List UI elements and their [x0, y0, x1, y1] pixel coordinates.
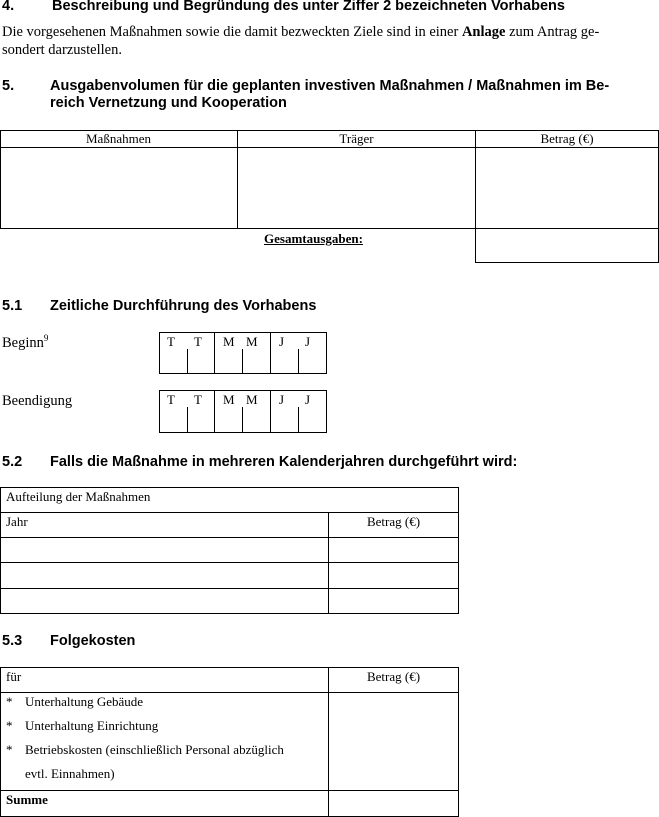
begin-label-text: Beginn	[2, 335, 44, 351]
begin-month-letter-1: M	[223, 334, 235, 349]
annual-split-caption: Aufteilung der Maßnahmen	[6, 489, 151, 504]
section-5-2-number: 5.2	[2, 454, 23, 470]
section-5-title-line2: reich Vernetzung und Kooperation	[50, 95, 287, 111]
begin-day-letter-2: T	[194, 334, 202, 349]
cell-betrag-input[interactable]	[476, 148, 658, 228]
col-header-jahr: Jahr	[6, 514, 28, 529]
begin-month-letter-2: M	[246, 334, 258, 349]
sum-amount-input[interactable]	[329, 791, 458, 816]
section-4-paragraph-line2: sondert darzustellen.	[2, 42, 122, 58]
item-unterhaltung-gebaeude: Unterhaltung Gebäude	[25, 694, 144, 709]
total-expenses-label: Gesamtausgaben:	[264, 231, 363, 246]
end-day-letter-1: T	[167, 392, 175, 407]
item-betriebskosten-continuation: evtl. Einnahmen)	[25, 766, 115, 781]
amount-input-row-1[interactable]	[329, 538, 458, 562]
paragraph-bold-anlage: Anlage	[461, 24, 506, 40]
begin-year-letter-2: J	[305, 334, 311, 349]
total-expenses-input[interactable]	[476, 229, 658, 262]
section-5-3-title: Folgekosten	[50, 633, 136, 649]
section-5-1-title: Zeitliche Durchführung des Vorhabens	[50, 298, 317, 314]
paragraph-text: zum Antrag ge-	[505, 24, 600, 40]
col-header-massnahmen: Maßnahmen	[86, 131, 151, 146]
section-4-number: 4.	[2, 0, 15, 14]
col-header-betrag: Betrag (€)	[366, 669, 421, 684]
year-input-row-2[interactable]	[1, 563, 328, 588]
item-betriebskosten: Betriebskosten (einschließlich Personal abzüglich	[25, 742, 284, 757]
section-5-number: 5.	[2, 78, 15, 94]
end-day-letter-2: T	[194, 392, 202, 407]
year-input-row-3[interactable]	[1, 589, 328, 613]
sum-label: Summe	[6, 792, 48, 807]
year-input-row-1[interactable]	[1, 538, 328, 562]
end-month-letter-1: M	[223, 392, 235, 407]
cell-traeger-input[interactable]	[238, 148, 475, 228]
begin-day-letter-1: T	[167, 334, 175, 349]
col-header-betrag: Betrag (€)	[540, 131, 594, 146]
paragraph-text: Die vorgesehenen Maßnahmen sowie die damit bezweckten Ziele sind in einer	[2, 24, 462, 40]
col-header-traeger: Träger	[339, 131, 374, 146]
end-label: Beendigung	[2, 393, 73, 409]
item-unterhaltung-einrichtung: Unterhaltung Einrichtung	[25, 718, 159, 733]
bullet-icon: *	[6, 694, 13, 709]
section-5-1-number: 5.1	[2, 298, 23, 314]
end-month-letter-2: M	[246, 392, 258, 407]
amount-input-row-3[interactable]	[329, 589, 458, 613]
col-header-fuer: für	[6, 669, 22, 684]
section-5-title-line1: Ausgabenvolumen für die geplanten investiven Maßnahmen / Maßnahmen im Be-	[50, 78, 610, 94]
section-5-2-title: Falls die Maßnahme in mehreren Kalenderjahren durchgeführt wird:	[50, 454, 518, 470]
col-header-betrag: Betrag (€)	[366, 514, 421, 529]
begin-date-field[interactable]	[159, 332, 327, 374]
section-4-paragraph-line1	[2, 23, 599, 41]
follow-up-amount-input[interactable]	[329, 693, 458, 790]
bullet-icon: *	[6, 742, 13, 757]
end-year-letter-2: J	[305, 392, 311, 407]
bullet-icon: *	[6, 718, 13, 733]
amount-input-row-2[interactable]	[329, 563, 458, 588]
footnote-marker: 9	[43, 333, 49, 344]
section-5-3-number: 5.3	[2, 633, 23, 649]
begin-label	[2, 334, 48, 352]
begin-year-letter-1: J	[279, 334, 285, 349]
section-4-title: Beschreibung und Begründung des unter Ziffer 2 bezeichneten Vorhabens	[52, 0, 565, 14]
cell-massnahmen-input[interactable]	[1, 148, 237, 228]
end-date-field[interactable]	[159, 390, 327, 433]
end-year-letter-1: J	[279, 392, 285, 407]
